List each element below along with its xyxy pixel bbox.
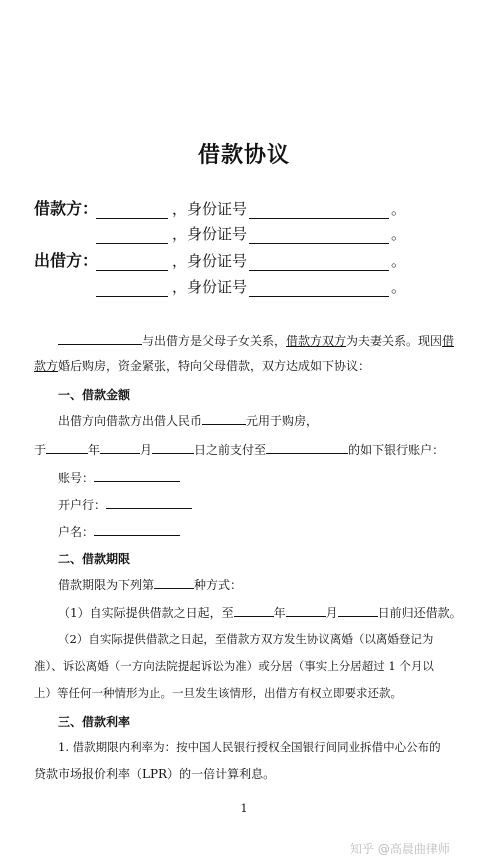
comma: ， — [172, 225, 188, 243]
borrower-name-blank-2 — [96, 225, 168, 244]
comma: ， — [172, 200, 188, 218]
amount-blank — [202, 412, 246, 425]
intro-line-1: 与出借方是父母子女关系，借款方双方为夫妻关系。现因借 — [58, 332, 454, 348]
name-blank — [58, 332, 142, 345]
section-3-line-1: 1. 借款期限内利率为：按中国人民银行授权全国银行间同业拆借中心公布的 — [58, 740, 441, 754]
account-number-blank — [94, 469, 180, 482]
id-label: 身份证号 — [187, 278, 248, 296]
month-blank — [100, 441, 140, 454]
borrower-row-2 — [34, 220, 406, 244]
section-2-line-1: 借款期限为下列第 种方式： — [58, 578, 243, 592]
option-2-line-2: 准）、诉讼离婚（一方向法院提起诉讼为准）或分居（事实上分居超过 1 个月以 — [34, 659, 434, 673]
section-3-line-2: 贷款市场报价利率（LPR）的一倍计算利息。 — [34, 767, 276, 781]
lender-name-blank-2 — [96, 278, 168, 297]
period: 。 — [391, 200, 407, 218]
holder-blank — [94, 523, 180, 536]
borrower-id-blank — [249, 200, 389, 219]
bank-blank — [106, 496, 192, 509]
period: 。 — [391, 252, 407, 270]
option-2-line-3: 上）等任何一种情形为止。一旦发生该情形，出借方有权立即要求还款。 — [34, 686, 402, 700]
section-1-line-1: 出借方向借款方出借人民币 元用于购房， — [58, 414, 319, 428]
document-title: 借款协议 — [197, 143, 290, 168]
account-owner-blank — [266, 441, 348, 454]
opt1-month-blank — [286, 604, 326, 617]
section-1-heading: 一、借款金额 — [58, 388, 131, 402]
comma: ， — [172, 278, 188, 296]
period: 。 — [391, 225, 407, 243]
holder-row: 户名： — [58, 523, 180, 539]
comma: ， — [172, 252, 188, 270]
borrower-id-blank-2 — [249, 225, 389, 244]
page-number: 1 — [240, 802, 248, 815]
id-label: 身份证号 — [187, 200, 248, 218]
borrower-label: 借款方： — [34, 199, 99, 218]
option-2-line-1: （2）自实际提供借款之日起，至借款方双方发生协议离婚（以离婚登记为 — [58, 632, 434, 646]
account-row: 账号： — [58, 469, 180, 485]
opt1-year-blank — [234, 604, 274, 617]
id-label: 身份证号 — [187, 225, 248, 243]
lender-label: 出借方： — [34, 251, 99, 270]
option-1: （1）自实际提供借款之日起，至 年 月 日前归还借款。 — [58, 606, 462, 620]
borrower-name-blank — [96, 200, 168, 219]
intro-line-2: 款方婚后购房，资金紧张，特向父母借款，双方达成如下协议： — [34, 359, 371, 373]
section-2-heading: 二、借款期限 — [58, 552, 131, 566]
id-label: 身份证号 — [187, 252, 248, 270]
lender-id-blank-2 — [249, 278, 389, 297]
lender-id-blank — [249, 252, 389, 271]
period: 。 — [391, 278, 407, 296]
option-blank — [154, 576, 194, 589]
opt1-day-blank — [338, 604, 378, 617]
day-blank — [152, 441, 194, 454]
year-blank — [46, 441, 88, 454]
section-3-heading: 三、借款利率 — [58, 715, 131, 729]
watermark: 知乎 @高晨曲律师 — [350, 842, 450, 856]
bank-row: 开户行： — [58, 496, 192, 512]
borrower-row-1 — [34, 195, 406, 219]
lender-row-2 — [34, 273, 406, 297]
lender-name-blank — [96, 252, 168, 271]
lender-row-1 — [34, 247, 406, 271]
section-1-line-2: 于 年 月 日之前支付至 的如下银行账户： — [34, 443, 445, 457]
